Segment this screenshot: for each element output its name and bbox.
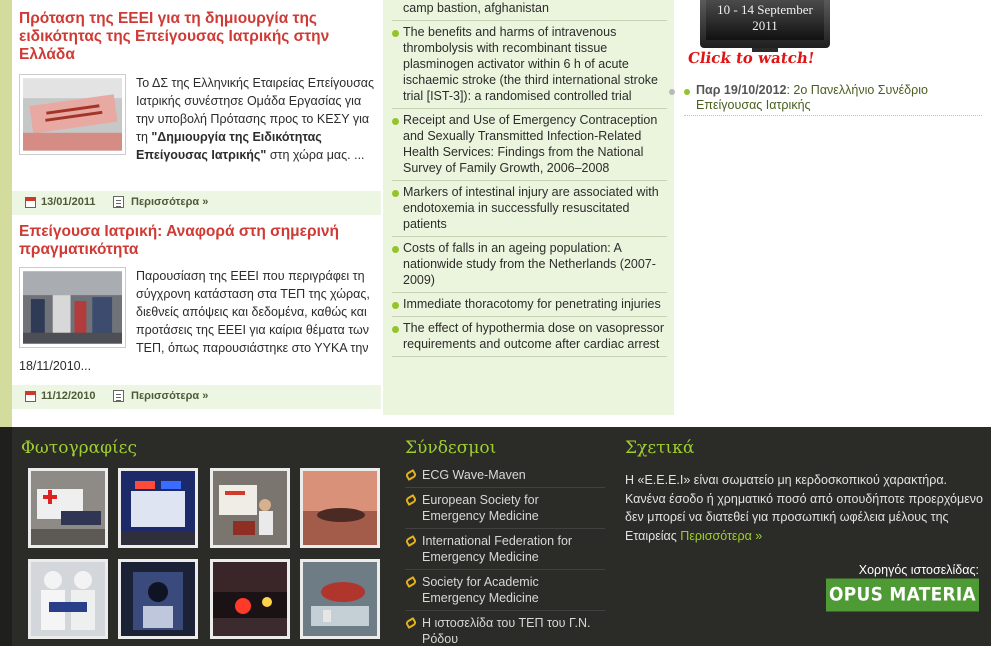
ambulance-photo-icon: [31, 471, 105, 545]
bullet-icon: [392, 190, 399, 197]
article-text-bold: "Δημιουργία της Ειδικότητας Επείγουσας Ιατρικής": [136, 130, 322, 162]
hazmat-team-photo-icon: [31, 562, 105, 636]
link-label: Society for Academic Emergency Medicine: [422, 575, 539, 605]
about-more-link[interactable]: Περισσότερα »: [680, 528, 763, 543]
bullet-icon: [392, 302, 399, 309]
list-item[interactable]: [392, 293, 667, 317]
link-label: Η ιστοσελίδα του ΤΕΠ του Γ.Ν. Ρόδου: [422, 616, 591, 646]
bullet-icon: [392, 118, 399, 125]
read-more-link[interactable]: Περισσότερα »: [131, 390, 209, 402]
list-item[interactable]: [392, 21, 667, 109]
gallery-photo[interactable]: [118, 559, 198, 639]
click-to-watch-link[interactable]: Click to watch!: [686, 49, 816, 67]
article-meta-bar: [12, 385, 381, 409]
list-item-text: camp bastion, afghanistan: [403, 1, 549, 15]
link-item[interactable]: [405, 529, 605, 570]
article-meta-bar: [12, 191, 381, 215]
article-title[interactable]: Πρόταση της ΕΕΕΙ για τη δημιουργία της ειδικότητας της Επείγουσας Ιατρικής στην Ελλάδα: [19, 10, 330, 63]
list-item[interactable]: [392, 109, 667, 181]
document-icon: [113, 390, 124, 402]
link-icon: [405, 535, 418, 547]
about-body: Η «Ε.Ε.Ε.Ι» είναι σωματείο μη κερδοσκοπικού χαρακτήρα. Κανένα έσοδο ή χρηματικό ποσό από οπουδήποτε προερχόμενο δεν μπορεί να διατεθεί για προσωπική ωφέλεια μέλους της Εταιρείας: [625, 473, 983, 543]
read-more-link[interactable]: Περισσότερα »: [131, 196, 209, 208]
sponsor-logo[interactable]: OPUS MATERIA: [826, 579, 979, 612]
list-item-text: The effect of hypothermia dose on vasopressor requirements and outcome after cardiac arrest: [403, 321, 665, 351]
list-item-text: Markers of intestinal injury are associated with endotoxemia in successfully resuscitated patients: [403, 185, 659, 231]
list-item[interactable]: [392, 237, 667, 293]
rescue-team-photo-icon: [213, 471, 287, 545]
event-text: : 2ο Πανελλήνιο Συνέδριο Επείγουσας Ιατρικής: [696, 83, 928, 112]
gallery-photo[interactable]: [28, 559, 108, 639]
article-date: 11/12/2010: [41, 390, 96, 402]
articles-column: [12, 0, 381, 427]
link-item[interactable]: [405, 570, 605, 611]
list-item-text: Immediate thoracotomy for penetrating injuries: [403, 297, 661, 311]
gallery-photo[interactable]: [28, 468, 108, 548]
bullet-icon: [392, 326, 399, 333]
medical-staff-photo-icon: [121, 562, 195, 636]
emergency-department-sign-icon: [23, 78, 122, 151]
article-thumbnail[interactable]: [19, 74, 126, 155]
news-list: [392, 0, 667, 357]
footer-stripe: [0, 427, 12, 646]
link-icon: [405, 617, 418, 629]
surgery-photo-icon: [303, 562, 377, 636]
link-label: European Society for Emergency Medicine: [422, 493, 539, 523]
footer: [0, 427, 991, 646]
link-item[interactable]: [405, 463, 605, 488]
event-item[interactable]: [684, 83, 982, 116]
gallery-photo[interactable]: [210, 468, 290, 548]
article-body: [19, 74, 381, 164]
list-item-text: Receipt and Use of Emergency Contraception and Sexually Transmitted Infection-Related Health Services: Findings from the National Survey of Family Growth, 2006–2008: [403, 113, 658, 175]
crowd-night-photo-icon: [213, 562, 287, 636]
article-title[interactable]: Επείγουσα Ιατρική: Αναφορά στη σημερινή πραγματικότητα: [19, 223, 340, 258]
link-icon: [405, 494, 418, 506]
link-icon: [405, 469, 418, 481]
article-text: Παρουσίαση της ΕΕΕΙ που περιγράφει τη σύγχρονη κατάσταση στα ΤΕΠ της χώρας, διεθνείς απόψεις και δεδομένα, καθώς και προτάσεις της ΕΕΕΙ για καίρια θέματα των ΤΕΠ, όπως παρουσιάστηκε στο ΥΥΚΑ την 18/11/2010...: [19, 269, 370, 373]
article-date: 13/01/2011: [41, 196, 96, 208]
sponsor-label: Χορηγός ιστοσελίδας:: [858, 563, 979, 577]
link-label: International Federation for Emergency Medicine: [422, 534, 573, 564]
left-accent-strip: [0, 0, 12, 430]
bullet-icon: [392, 246, 399, 253]
tv-promo-screen[interactable]: 10 - 14 September 2011: [706, 0, 824, 40]
emergency-room-photo-icon: [23, 271, 122, 344]
article-text: Το ΔΣ της Ελληνικής Εταιρείας Επείγουσας Ιατρικής συνέστησε Ομάδα Εργασίας για την υποβολή Πρότασης προς το ΚΕΣΥ για τη: [136, 76, 375, 144]
calendar-icon: [25, 391, 36, 402]
ambulance-night-photo-icon: [121, 471, 195, 545]
article-thumbnail[interactable]: [19, 267, 126, 348]
gallery-photo[interactable]: [210, 559, 290, 639]
link-item[interactable]: [405, 611, 605, 646]
list-item-text: Costs of falls in an ageing population: A nationwide study from the Netherlands (2007-2009): [403, 241, 656, 287]
about-heading: Σχετικά: [625, 438, 695, 458]
gallery-photo[interactable]: [300, 468, 380, 548]
about-text: [625, 471, 983, 545]
links-list: [405, 463, 605, 646]
bullet-icon: [684, 89, 690, 95]
photos-heading: Φωτογραφίες: [21, 438, 137, 458]
link-label: ECG Wave-Maven: [422, 468, 526, 482]
gallery-photo[interactable]: [300, 559, 380, 639]
list-item[interactable]: [392, 181, 667, 237]
list-item-text: The benefits and harms of intravenous thrombolysis with recombinant tissue plasminogen activator within 6 h of acute ischaemic stroke (the third international stroke trial [IST-3]): a randomised controlled trial: [403, 25, 658, 103]
calendar-icon: [25, 197, 36, 208]
event-date: Παρ 19/10/2012: [696, 83, 787, 97]
accident-scene-photo-icon: [303, 471, 377, 545]
link-icon: [405, 576, 418, 588]
list-item[interactable]: [392, 0, 667, 21]
article-text-end: στη χώρα μας. ...: [266, 148, 365, 162]
news-list-column: [383, 0, 674, 415]
gallery-photo[interactable]: [118, 468, 198, 548]
bullet-icon: [392, 30, 399, 37]
list-item[interactable]: [392, 317, 667, 357]
article-1: [19, 10, 381, 164]
document-icon: [113, 196, 124, 208]
bullet-icon: [669, 89, 675, 95]
link-item[interactable]: [405, 488, 605, 529]
article-2: [19, 223, 381, 375]
article-body: [19, 267, 381, 375]
links-heading: Σύνδεσμοι: [405, 438, 497, 458]
